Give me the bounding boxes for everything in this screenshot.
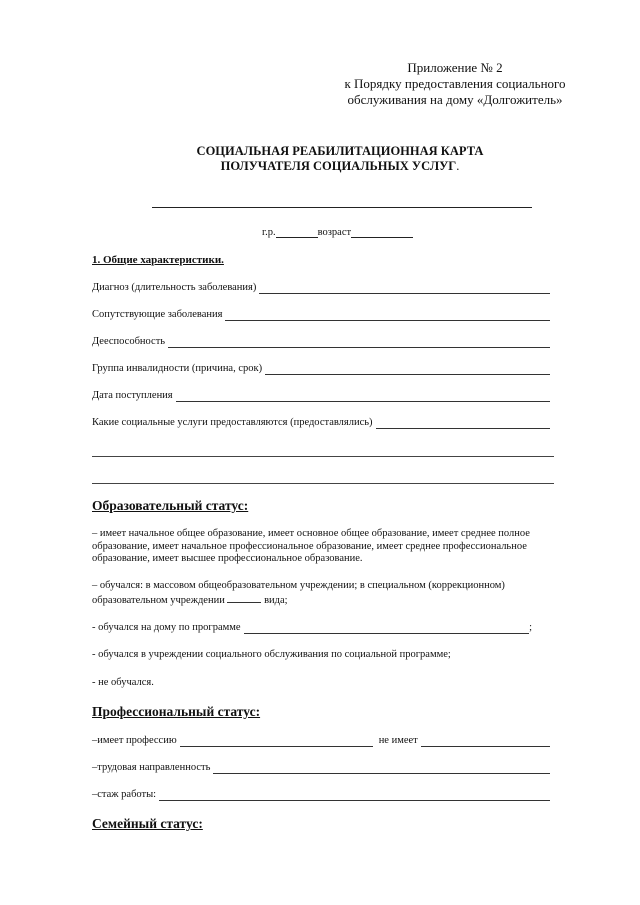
- diagnosis-label: Диагноз (длительность заболевания): [92, 282, 257, 293]
- age-label: возраст: [317, 227, 352, 238]
- home-study-end: ;: [529, 622, 532, 633]
- comorbid-field[interactable]: [225, 310, 550, 321]
- birth-year-field[interactable]: [276, 226, 318, 238]
- experience-field[interactable]: [159, 790, 550, 801]
- home-study-field[interactable]: [244, 623, 530, 634]
- document-title: [150, 144, 530, 174]
- age-field[interactable]: [351, 226, 413, 238]
- section-profession-heading: Профессиональный статус:: [92, 704, 261, 719]
- appendix-ref-line2: обслуживания на дому «Долгожитель»: [347, 92, 563, 107]
- section-education-heading: Образовательный статус:: [92, 498, 249, 513]
- experience-row: [92, 788, 550, 801]
- education-institution-text: – обучался: в массовом общеобразовательном учреждении; в специальном (коррекционном) образовательном учреждении: [92, 580, 505, 606]
- social-program-text: - обучался в учреждении социального обслуживания по социальной программе;: [92, 649, 451, 660]
- section-general-heading: 1. Общие характеристики.: [92, 254, 224, 266]
- not-studied-text: - не обучался.: [92, 677, 154, 688]
- capacity-field[interactable]: [168, 337, 550, 348]
- admission-row: [92, 389, 550, 402]
- title-line1: СОЦИАЛЬНАЯ РЕАБИЛИТАЦИОННАЯ КАРТА: [196, 144, 484, 158]
- appendix-number: Приложение № 2: [407, 60, 503, 75]
- experience-label: –стаж работы:: [92, 789, 157, 800]
- name-field-line[interactable]: [152, 207, 532, 208]
- appendix-ref-line1: к Порядку предоставления социального: [344, 76, 566, 91]
- title-line2: ПОЛУЧАТЕЛЯ СОЦИАЛЬНЫХ УСЛУГ: [220, 159, 457, 173]
- birth-year-label: г.р.: [262, 227, 276, 238]
- disability-row: [92, 362, 550, 375]
- capacity-row: [92, 335, 550, 348]
- disability-field[interactable]: [265, 364, 550, 375]
- diagnosis-row: [92, 281, 550, 294]
- section-family-heading: Семейный статус:: [92, 816, 203, 831]
- capacity-label: Дееспособность: [92, 336, 166, 347]
- education-levels-text: – имеет начальное общее образование, имеет основное общее образование, имеет среднее полное образование, имеет начальное профессиональное образование, имеет среднее профессиональное образование, имеет высшее профессиональное образование.: [92, 528, 530, 564]
- work-direction-row: [92, 761, 550, 774]
- services-extra-line-2[interactable]: [92, 483, 554, 484]
- no-profession-label: не имеет: [378, 735, 418, 746]
- services-label: Какие социальные услуги предоставляются (предоставлялись): [92, 417, 373, 428]
- home-study-row: [92, 621, 532, 634]
- comorbid-row: [92, 308, 550, 321]
- appendix-header: [330, 60, 580, 108]
- services-row: [92, 416, 550, 429]
- institution-type-suffix: вида;: [264, 594, 288, 606]
- admission-field[interactable]: [176, 391, 550, 402]
- services-extra-line-1[interactable]: [92, 456, 554, 457]
- institution-type-field[interactable]: [227, 593, 261, 603]
- profession-row: [92, 734, 550, 747]
- education-institution-para: [92, 580, 562, 607]
- profession-field[interactable]: [180, 736, 373, 747]
- work-direction-field[interactable]: [213, 763, 550, 774]
- has-profession-label: –имеет профессию: [92, 735, 177, 746]
- birth-row: [262, 226, 413, 238]
- title-line2-wrap: [150, 159, 530, 174]
- diagnosis-field[interactable]: [259, 283, 550, 294]
- no-profession-field[interactable]: [421, 736, 550, 747]
- home-study-label: - обучался на дому по программе: [92, 622, 241, 633]
- work-direction-label: –трудовая направленность: [92, 762, 211, 773]
- admission-label: Дата поступления: [92, 390, 173, 401]
- comorbid-label: Сопутствующие заболевания: [92, 309, 223, 320]
- title-dot: .: [456, 159, 460, 173]
- services-field[interactable]: [376, 418, 550, 429]
- disability-label: Группа инвалидности (причина, срок): [92, 363, 263, 374]
